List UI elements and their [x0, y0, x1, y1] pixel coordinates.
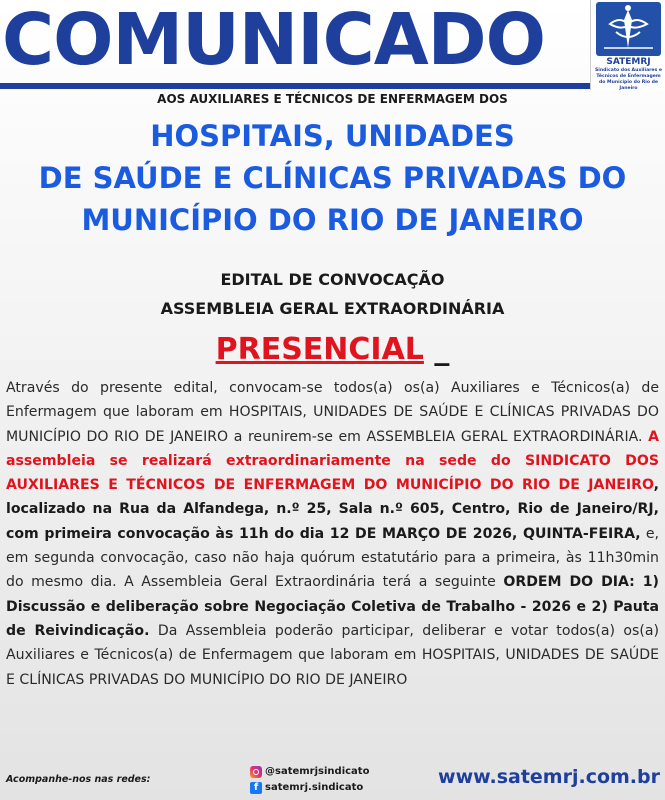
body-part-4: e, em segunda convocação, caso não haja quórum estatutário para a primeira, às 11h30min do mesmo dia. A Assembleia Geral Extraordinária terá a seguinte	[6, 525, 659, 591]
headline-line-2: DE SAÚDE E CLÍNICAS PRIVADAS DO	[38, 161, 627, 195]
instagram-link[interactable]	[250, 764, 369, 780]
website-link[interactable]: www.satemrj.com.br	[438, 766, 660, 788]
union-logo	[590, 0, 665, 90]
body-part-1: Através do presente edital, convocam-se todos(a) os(a) Auxiliares e Técnicos(a) de Enfermagem que laboram em HOSPITAIS, UNIDADES DE SAÚDE E CLÍNICAS PRIVADAS DO MUNICÍPIO DO RIO DE JANEIRO a reunirem-se em ASSEMBLEIA GERAL EXTRAORDINÁRIA.	[6, 380, 659, 445]
notice-body	[6, 376, 659, 692]
headline-line-1: HOSPITAIS, UNIDADES	[150, 119, 515, 153]
facebook-icon: f	[250, 782, 262, 794]
instagram-handle: @satemrjsindicato	[265, 766, 370, 777]
edital-line-1: EDITAL DE CONVOCAÇÃO	[220, 270, 445, 289]
body-location-highlight: A assembleia se realizará extraordinariamente na sede do SINDICATO DOS AUXILIARES E TÉCNICOS DE ENFERMAGEM DO MUNICÍPIO DO RIO DE JANEIRO	[6, 428, 659, 494]
meeting-mode-label: PRESENCIAL	[215, 332, 424, 367]
header-rule	[0, 83, 590, 89]
edital-line-2: ASSEMBLEIA GERAL EXTRAORDINÁRIA	[160, 299, 505, 318]
follow-label: Acompanhe-nos nas redes:	[6, 774, 151, 785]
satemrj-emblem-icon	[596, 2, 661, 56]
facebook-link[interactable]	[250, 780, 369, 796]
logo-subtitle: Sindicato dos Auxiliares e Técnicos de Enfermagem do Município do Rio de Janeiro	[594, 68, 662, 91]
meeting-mode-tail: _	[423, 332, 450, 367]
page-title: COMUNICADO	[2, 0, 545, 81]
body-address-date: , localizado na Rua da Alfandega, n.º 25, Sala n.º 605, Centro, Rio de Janeiro/RJ, com primeira convocação às 11h do dia 12 DE MARÇO DE 2026, QUINTA-FEIRA,	[6, 477, 659, 542]
body-part-6: Da Assembleia poderão participar, deliberar e votar todos(a) os(a) Auxiliares e Técnicos(a) de Enfermagem que laboram em HOSPITAIS, UNIDADES DE SAÚDE E CLÍNICAS PRIVADAS DO MUNICÍPIO DO RIO DE JANEIRO	[6, 622, 659, 688]
audience-line: AOS AUXILIARES E TÉCNICOS DE ENFERMAGEM DOS	[157, 92, 508, 106]
instagram-icon	[250, 766, 262, 778]
edital-heading	[0, 265, 665, 323]
body-agenda: ORDEM DO DIA: 1) Discussão e deliberação sobre Negociação Coletiva de Trabalho - 2026 e 2) Pauta de Reivindicação.	[6, 574, 659, 639]
meeting-mode	[0, 330, 665, 370]
headline-line-3: MUNICÍPIO DO RIO DE JANEIRO	[81, 203, 584, 237]
logo-name: SATEMRJ	[606, 57, 651, 67]
social-links	[250, 764, 369, 796]
facebook-handle: satemrj.sindicato	[265, 782, 364, 793]
headline	[0, 115, 665, 241]
